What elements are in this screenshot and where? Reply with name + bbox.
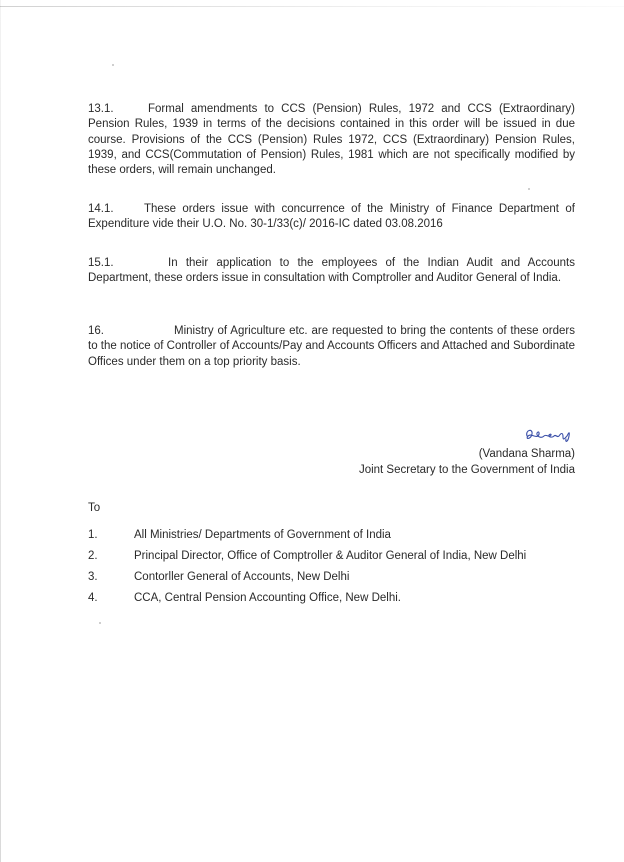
scan-edge-left — [0, 0, 1, 862]
paragraph-text: Ministry of Agriculture etc. are requested to bring the contents of these orders to the notice of Controller of Accounts/Pay and Accounts Officers and Attached and Subordinate Offices under them on a top priority basis. — [88, 325, 575, 368]
recipient-list — [88, 527, 588, 611]
paragraph-number: 15.1. — [88, 257, 114, 269]
paragraph-text: These orders issue with concurrence of the Ministry of Finance Department of Expenditure vide their U.O. No. 30-1/33(c)/ 2016-IC dated 03.08.2016 — [88, 203, 575, 231]
signatory-designation: Joint Secretary to the Government of India — [358, 464, 575, 476]
paragraph-13 — [88, 102, 575, 178]
signatory-name: (Vandana Sharma) — [478, 448, 575, 460]
signature-block — [359, 424, 575, 478]
paragraph-number: 13.1. — [88, 103, 114, 115]
paragraph-number: 14.1. — [88, 203, 114, 215]
list-item-text: All Ministries/ Departments of Government of India — [134, 529, 391, 541]
scan-speck — [112, 64, 114, 66]
handwritten-signature — [521, 424, 575, 446]
list-item-number: 4. — [88, 592, 98, 604]
list-item-text: Principal Director, Office of Comptroller & Auditor General of India, New Delhi — [134, 550, 527, 562]
list-item-text: Contorller General of Accounts, New Delhi — [134, 571, 350, 583]
list-item — [88, 590, 588, 611]
list-item-number: 2. — [88, 550, 98, 562]
paragraph-text: Formal amendments to CCS (Pension) Rules, 1972 and CCS (Extraordinary) Pension Rules, 1939 in terms of the decisions contained in this order will be issued in due course. Provisions of the CCS (Pension) Rules 1972, CCS (Extraordinary) Pension Rules, 1939, and CCS(Commutation of Pension) Rules, 1981 which are not specifically modified by these orders, will remain unchanged. — [88, 103, 575, 177]
scan-edge-top — [0, 6, 624, 7]
scan-speck — [528, 188, 530, 190]
list-item — [88, 527, 588, 548]
scan-speck — [99, 622, 101, 624]
paragraph-number: 16. — [88, 325, 104, 337]
paragraph-text: In their application to the employees of the Indian Audit and Accounts Department, these orders issue in consultation with Comptroller and Auditor General of India. — [88, 257, 575, 285]
paragraph-16 — [88, 324, 575, 370]
paragraph-14 — [88, 202, 575, 233]
list-item-text: CCA, Central Pension Accounting Office, New Delhi. — [134, 592, 401, 604]
list-item — [88, 548, 588, 569]
list-item-number: 1. — [88, 529, 98, 541]
list-item — [88, 569, 588, 590]
to-label: To — [88, 502, 101, 514]
paragraph-15 — [88, 256, 575, 287]
list-item-number: 3. — [88, 571, 98, 583]
